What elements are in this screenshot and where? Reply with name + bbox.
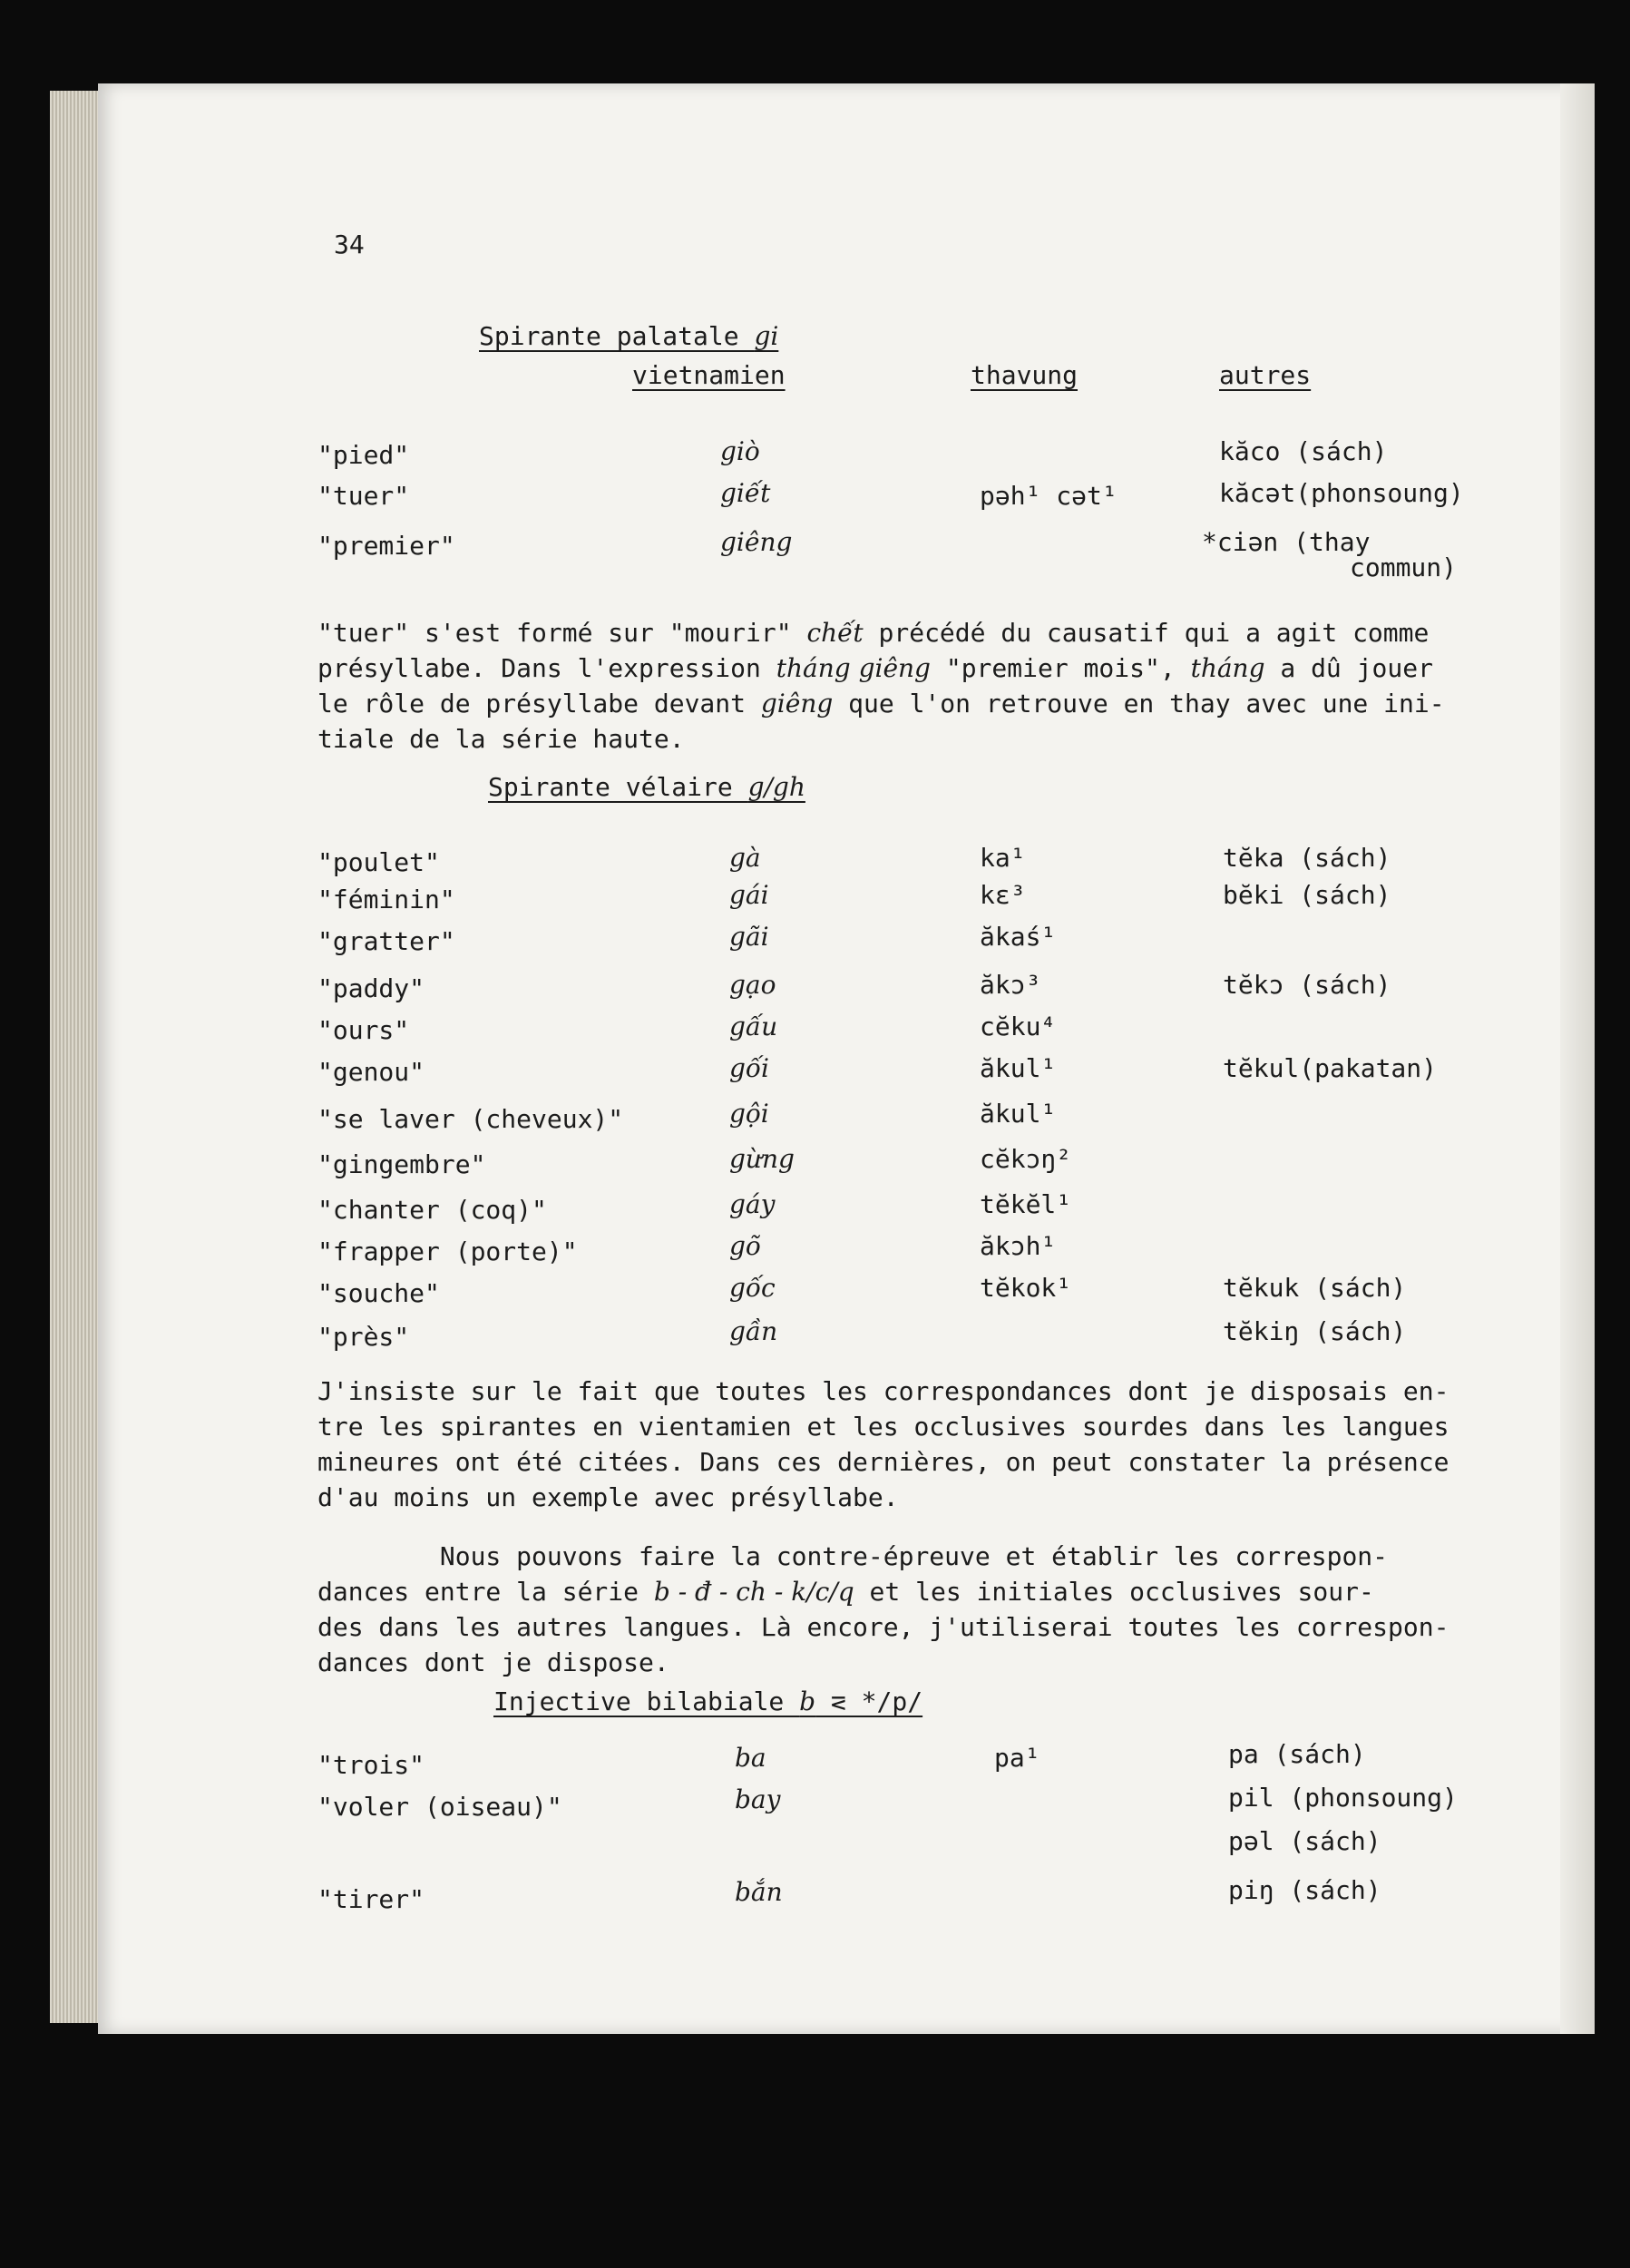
paragraph-line: tiale de la série haute.: [317, 724, 685, 754]
viet-cell: gừng: [729, 1144, 795, 1174]
header-autres: autres: [1219, 360, 1312, 390]
viet-cell: bắn: [735, 1877, 783, 1907]
autres-cell: pil (phonsoung): [1228, 1783, 1458, 1813]
autres-cell: tĕkuk (sách): [1223, 1273, 1407, 1303]
paragraph-line: mineures ont été citées. Dans ces dernières, on peut constater la présence: [317, 1447, 1449, 1477]
viet-cell: gáy: [729, 1189, 776, 1219]
paragraph-line: d'au moins un exemple avec présyllabe.: [317, 1482, 899, 1512]
thavung-cell: cĕku⁴: [980, 1012, 1057, 1041]
paragraph-line: des dans les autres langues. Là encore, j'utiliserai toutes les correspon-: [317, 1612, 1449, 1642]
thavung-cell: tĕkĕl¹: [980, 1189, 1072, 1219]
gloss-cell: "gingembre": [317, 1149, 486, 1179]
autres-cell: piŋ (sách): [1228, 1875, 1381, 1905]
paragraph-line: dances dont je dispose.: [317, 1647, 669, 1677]
viet-cell: gà: [729, 843, 761, 873]
autres-cell: tĕkul(pakatan): [1223, 1053, 1438, 1083]
autres-cell: pa (sách): [1228, 1739, 1366, 1769]
thavung-cell: kɛ³: [980, 880, 1026, 910]
gloss-cell: "tirer": [317, 1884, 425, 1914]
autres-cell: kăco (sách): [1219, 436, 1388, 466]
autres-cell: tĕkiŋ (sách): [1223, 1316, 1407, 1346]
gloss-cell: "premier": [317, 531, 455, 561]
section-title-velaire: Spirante vélaire g/gh: [488, 772, 805, 802]
gloss-cell: "chanter (coq)": [317, 1195, 547, 1225]
gloss-cell: "voler (oiseau)": [317, 1792, 562, 1822]
viet-cell: gốc: [729, 1273, 776, 1303]
thavung-cell: ăkul¹: [980, 1053, 1057, 1083]
viet-cell: ba: [735, 1743, 766, 1773]
paragraph-line: J'insiste sur le fait que toutes les correspondances dont je disposais en-: [317, 1376, 1449, 1406]
autres-cell: pəl (sách): [1228, 1826, 1381, 1856]
thavung-cell: pa¹: [994, 1743, 1040, 1773]
gloss-cell: "gratter": [317, 926, 455, 956]
thavung-cell: ăkaś¹: [980, 922, 1057, 952]
paragraph-line: Nous pouvons faire la contre-épreuve et établir les correspon-: [317, 1541, 1389, 1571]
viet-cell: gối: [729, 1053, 770, 1083]
gloss-cell: "se laver (cheveux)": [317, 1104, 624, 1134]
autres-cell: *ciən (thay: [1202, 527, 1371, 557]
viet-cell: gãi: [729, 922, 769, 952]
header-vietnamien: vietnamien: [632, 360, 786, 390]
autres-cell: kăcət(phonsoung): [1219, 478, 1464, 508]
gloss-cell: "frapper (porte)": [317, 1237, 578, 1266]
section-title-bilabiale: Injective bilabiale b ⋜ */p/: [493, 1686, 923, 1716]
page-gutter-shadow: [1560, 83, 1595, 2034]
section-title-palatale: Spirante palatale gi: [479, 321, 779, 351]
viet-cell: giêng: [720, 527, 793, 557]
autres-cell: tĕkɔ (sách): [1223, 970, 1391, 1000]
thavung-cell: ka¹: [980, 843, 1026, 873]
thavung-cell: cĕkɔŋ²: [980, 1144, 1072, 1174]
thavung-cell: ăkɔh¹: [980, 1231, 1057, 1261]
viet-cell: gõ: [729, 1231, 761, 1261]
gloss-cell: "genou": [317, 1057, 425, 1087]
thavung-cell: ăkɔ³: [980, 970, 1041, 1000]
thavung-cell: pəh¹ cət¹: [980, 481, 1118, 511]
autres-cell: tĕka (sách): [1223, 843, 1391, 873]
gloss-cell: "trois": [317, 1750, 425, 1780]
gloss-cell: "paddy": [317, 973, 425, 1003]
viet-cell: gần: [729, 1316, 778, 1346]
viet-cell: gái: [729, 880, 769, 910]
paragraph-line: présyllabe. Dans l'expression tháng giêng "premier mois", tháng a dû jouer: [317, 653, 1433, 683]
gloss-cell: "pied": [317, 440, 410, 470]
gloss-cell: "près": [317, 1322, 410, 1352]
paragraph-line: "tuer" s'est formé sur "mourir" chết précédé du causatif qui a agit comme: [317, 618, 1430, 648]
gloss-cell: "féminin": [317, 885, 455, 914]
paragraph-line: le rôle de présyllabe devant giêng que l'on retrouve en thay avec une ini-: [317, 689, 1445, 719]
viet-cell: bay: [735, 1784, 781, 1814]
paragraph-line: dances entre la série b - đ - ch - k/c/q et les initiales occlusives sour-: [317, 1577, 1374, 1607]
thavung-cell: tĕkok¹: [980, 1273, 1072, 1303]
viet-cell: gội: [729, 1099, 769, 1129]
autres-cell: bĕki (sách): [1223, 880, 1391, 910]
autres-cell-continued: commun): [1350, 552, 1458, 582]
viet-cell: giò: [720, 436, 760, 466]
viet-cell: giết: [720, 478, 771, 508]
paragraph-line: tre les spirantes en vientamien et les occlusives sourdes dans les langues: [317, 1412, 1449, 1442]
gloss-cell: "souche": [317, 1278, 440, 1308]
header-thavung: thavung: [971, 360, 1079, 390]
gloss-cell: "poulet": [317, 847, 440, 877]
page-number: 34: [334, 230, 365, 259]
viet-cell: gạo: [729, 970, 776, 1000]
thavung-cell: ăkul¹: [980, 1099, 1057, 1129]
gloss-cell: "tuer": [317, 481, 410, 511]
gloss-cell: "ours": [317, 1015, 410, 1045]
viet-cell: gấu: [729, 1012, 778, 1041]
